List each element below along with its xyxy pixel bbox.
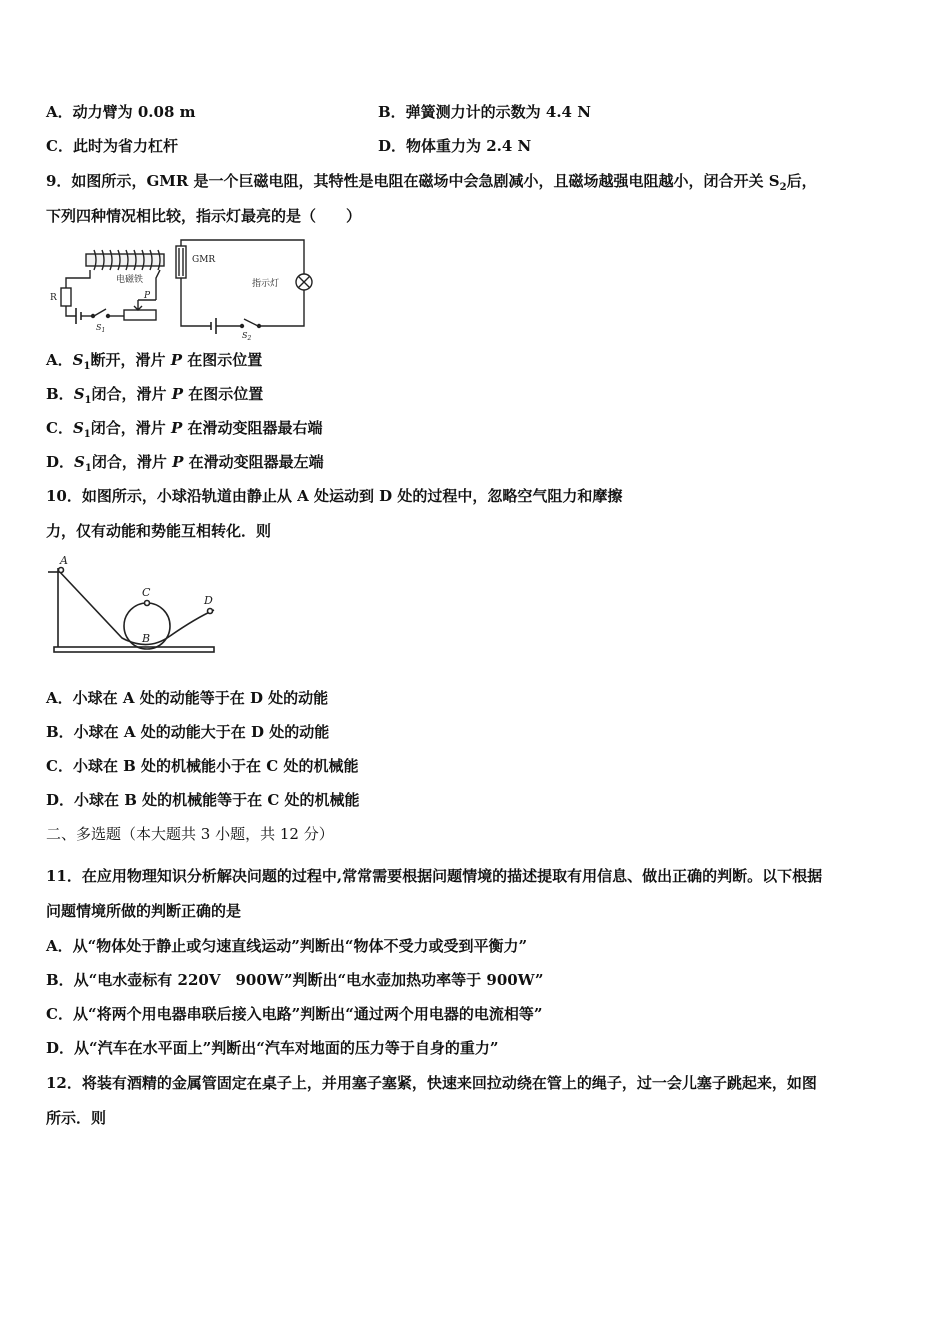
q12-stem-line1: 12．将装有酒精的金属管固定在桌子上，并用塞子塞紧，快速来回拉动绕在管上的绳子，过一会儿塞子跳起来，如图 bbox=[46, 1074, 817, 1092]
q8-option-a: A．动力臂为 0.08 m bbox=[46, 103, 196, 121]
q10-stem-line1: 10．如图所示，小球沿轨道由静止从 A 处运动到 D 处的过程中，忽略空气阻力和摩擦 bbox=[46, 487, 623, 505]
q8-option-d: D．物体重力为 2.4 N bbox=[378, 137, 532, 155]
ball-a bbox=[59, 568, 64, 573]
q12-stem-line2: 所示．则 bbox=[46, 1109, 107, 1127]
ball-c bbox=[145, 601, 150, 606]
label-d: D bbox=[204, 594, 213, 607]
track-curve bbox=[58, 570, 214, 645]
label-gmr: GMR bbox=[192, 255, 216, 265]
q11-stem-line2: 问题情境所做的判断正确的是 bbox=[46, 902, 242, 920]
resistor-r bbox=[61, 288, 71, 306]
label-s1: $S_1$ bbox=[96, 323, 106, 334]
q9-option-b: B．$S_1$闭合，滑片 P 在图示位置 bbox=[46, 385, 264, 406]
q9-circuit-figure bbox=[46, 238, 316, 342]
q11-stem-line1: 11．在应用物理知识分析解决问题的过程中,常常需要根据问题情境的描述提取有用信息、做出正确的判断。以下根据 bbox=[46, 867, 823, 885]
q10-option-a: A．小球在 A 处的动能等于在 D 处的动能 bbox=[46, 689, 329, 707]
label-a: A bbox=[60, 554, 68, 567]
q11-option-a: A．从“物体处于静止或匀速直线运动”判断出“物体不受力或受到平衡力” bbox=[46, 937, 528, 955]
q8-option-b: B．弹簧测力计的示数为 4.4 N bbox=[378, 103, 591, 121]
track-base bbox=[54, 647, 214, 652]
ball-d bbox=[208, 609, 213, 614]
q11-option-d: D．从“汽车在水平面上”判断出“汽车对地面的压力等于自身的重力” bbox=[46, 1039, 499, 1057]
q9-option-d: D．$S_1$闭合，滑片 P 在滑动变阻器最左端 bbox=[46, 453, 324, 474]
q11-option-b: B．从“电水壶标有 220V 900W”判断出“电水壶加热功率等于 900W” bbox=[46, 971, 544, 989]
q9-option-a: A．$S_1$断开，滑片 P 在图示位置 bbox=[46, 351, 263, 372]
q9-stem-line2: 下列四种情况相比较，指示灯最亮的是（ ） bbox=[46, 207, 362, 225]
label-b: B bbox=[142, 632, 151, 645]
q10-option-c: C．小球在 B 处的机械能小于在 C 处的机械能 bbox=[46, 757, 359, 775]
q10-track-figure bbox=[44, 552, 220, 656]
slider-p bbox=[134, 300, 142, 310]
label-p: P bbox=[144, 291, 151, 301]
slide-rheostat bbox=[124, 310, 156, 320]
label-c: C bbox=[142, 586, 151, 599]
section2-title: 二、多选题（本大题共 3 小题，共 12 分） bbox=[46, 825, 334, 843]
label-s2: $S_2$ bbox=[242, 331, 252, 342]
gmr-resistor bbox=[176, 246, 186, 278]
q9-option-c: C．$S_1$闭合，滑片 P 在滑动变阻器最右端 bbox=[46, 419, 323, 440]
q8-option-c: C．此时为省力杠杆 bbox=[46, 137, 178, 155]
q10-stem-line2: 力，仅有动能和势能互相转化．则 bbox=[46, 522, 272, 540]
label-lamp: 指示灯 bbox=[252, 279, 280, 289]
q9-stem-line1: 9．如图所示，GMR 是一个巨磁电阻，其特性是电阻在磁场中会急剧减小，且磁场越强电阻越小，闭合开关 $S_2$后， bbox=[46, 172, 817, 193]
q10-option-d: D．小球在 B 处的机械能等于在 C 处的机械能 bbox=[46, 791, 360, 809]
q10-option-b: B．小球在 A 处的动能大于在 D 处的动能 bbox=[46, 723, 330, 741]
q11-option-c: C．从“将两个用电器串联后接入电路”判断出“通过两个用电器的电流相等” bbox=[46, 1005, 543, 1023]
label-electromagnet: 电磁铁 bbox=[116, 275, 144, 285]
label-r: R bbox=[50, 293, 57, 303]
